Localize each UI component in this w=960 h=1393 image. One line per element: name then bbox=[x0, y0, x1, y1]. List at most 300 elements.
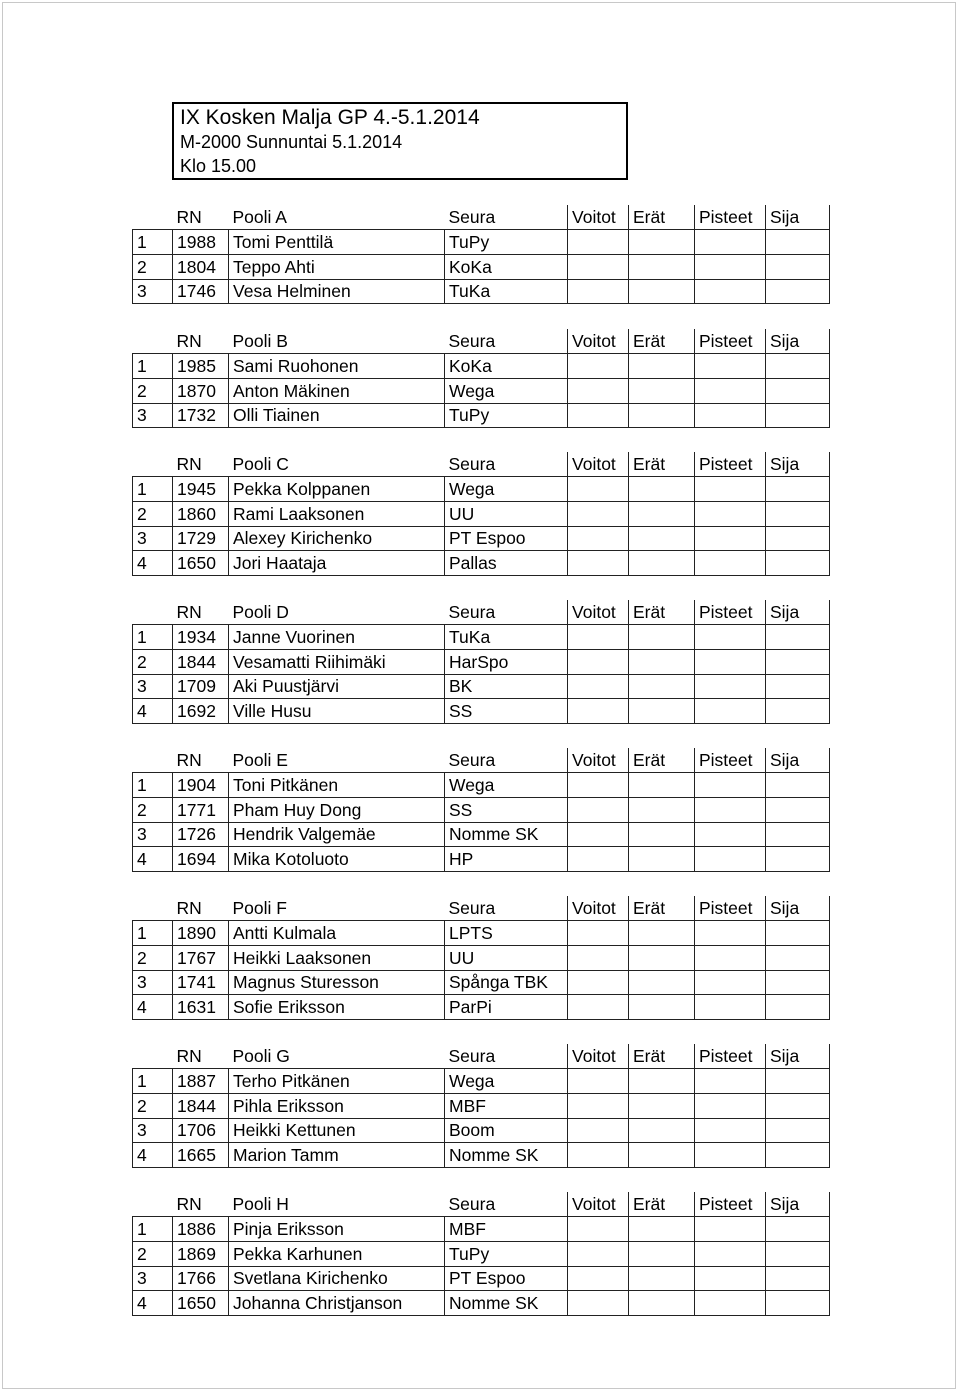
header-voitot: Voitot bbox=[568, 600, 629, 625]
pool-name: Pooli G bbox=[229, 1044, 445, 1069]
rank-cell[interactable] bbox=[766, 995, 830, 1020]
header-sija: Sija bbox=[766, 748, 830, 773]
rank-cell[interactable] bbox=[766, 625, 830, 650]
points-cell[interactable] bbox=[695, 354, 766, 379]
points-cell[interactable] bbox=[695, 279, 766, 304]
wins-cell[interactable] bbox=[568, 501, 629, 526]
points-cell[interactable] bbox=[695, 254, 766, 279]
points-cell[interactable] bbox=[695, 797, 766, 822]
points-cell[interactable] bbox=[695, 1266, 766, 1291]
wins-cell[interactable] bbox=[568, 1069, 629, 1094]
header-voitot: Voitot bbox=[568, 896, 629, 921]
rank-cell[interactable] bbox=[766, 403, 830, 428]
player-club: SS bbox=[445, 797, 568, 822]
sets-cell[interactable] bbox=[629, 254, 695, 279]
wins-cell[interactable] bbox=[568, 254, 629, 279]
player-rating: 1886 bbox=[173, 1217, 229, 1242]
pool-header-row bbox=[133, 896, 830, 921]
rank-cell[interactable] bbox=[766, 773, 830, 798]
player-name: Pekka Kolppanen bbox=[229, 477, 445, 502]
rank-cell[interactable] bbox=[766, 1266, 830, 1291]
header-pisteet: Pisteet bbox=[695, 329, 766, 354]
player-row bbox=[133, 551, 830, 576]
points-cell[interactable] bbox=[695, 1241, 766, 1266]
header-erat: Erät bbox=[629, 205, 695, 230]
points-cell[interactable] bbox=[695, 1291, 766, 1316]
player-club: UU bbox=[445, 945, 568, 970]
sets-cell[interactable] bbox=[629, 699, 695, 724]
player-rating: 1692 bbox=[173, 699, 229, 724]
header-rn: RN bbox=[173, 896, 229, 921]
points-cell[interactable] bbox=[695, 403, 766, 428]
pool-header-row bbox=[133, 1192, 830, 1217]
player-position: 4 bbox=[133, 1143, 173, 1168]
header-pisteet: Pisteet bbox=[695, 205, 766, 230]
player-rating: 1746 bbox=[173, 279, 229, 304]
header-seura: Seura bbox=[445, 329, 568, 354]
header-sija: Sija bbox=[766, 1192, 830, 1217]
pool-table bbox=[132, 452, 830, 576]
player-position: 2 bbox=[133, 1241, 173, 1266]
sets-cell[interactable] bbox=[629, 354, 695, 379]
points-cell[interactable] bbox=[695, 649, 766, 674]
header-pisteet: Pisteet bbox=[695, 748, 766, 773]
player-position: 3 bbox=[133, 822, 173, 847]
player-position: 3 bbox=[133, 1266, 173, 1291]
player-row bbox=[133, 1093, 830, 1118]
points-cell[interactable] bbox=[695, 674, 766, 699]
player-row bbox=[133, 354, 830, 379]
rank-cell[interactable] bbox=[766, 254, 830, 279]
player-rating: 1887 bbox=[173, 1069, 229, 1094]
player-club: LPTS bbox=[445, 921, 568, 946]
pool-header-row bbox=[133, 600, 830, 625]
wins-cell[interactable] bbox=[568, 625, 629, 650]
player-position: 3 bbox=[133, 526, 173, 551]
sets-cell[interactable] bbox=[629, 1093, 695, 1118]
header-voitot: Voitot bbox=[568, 748, 629, 773]
points-cell[interactable] bbox=[695, 526, 766, 551]
rank-cell[interactable] bbox=[766, 230, 830, 255]
player-club: Boom bbox=[445, 1118, 568, 1143]
player-row bbox=[133, 501, 830, 526]
sets-cell[interactable] bbox=[629, 797, 695, 822]
rank-cell[interactable] bbox=[766, 945, 830, 970]
sets-cell[interactable] bbox=[629, 921, 695, 946]
player-rating: 1804 bbox=[173, 254, 229, 279]
points-cell[interactable] bbox=[695, 822, 766, 847]
sets-cell[interactable] bbox=[629, 477, 695, 502]
wins-cell[interactable] bbox=[568, 822, 629, 847]
header-voitot: Voitot bbox=[568, 329, 629, 354]
rank-cell[interactable] bbox=[766, 649, 830, 674]
player-position: 3 bbox=[133, 403, 173, 428]
wins-cell[interactable] bbox=[568, 1291, 629, 1316]
player-rating: 1631 bbox=[173, 995, 229, 1020]
player-position: 1 bbox=[133, 477, 173, 502]
player-row bbox=[133, 921, 830, 946]
player-club: MBF bbox=[445, 1217, 568, 1242]
points-cell[interactable] bbox=[695, 378, 766, 403]
rank-cell[interactable] bbox=[766, 699, 830, 724]
player-row bbox=[133, 995, 830, 1020]
rank-cell[interactable] bbox=[766, 1118, 830, 1143]
player-club: UU bbox=[445, 501, 568, 526]
points-cell[interactable] bbox=[695, 501, 766, 526]
points-cell[interactable] bbox=[695, 230, 766, 255]
wins-cell[interactable] bbox=[568, 1093, 629, 1118]
player-row bbox=[133, 970, 830, 995]
start-time: Klo 15.00 bbox=[180, 156, 257, 176]
player-club: Spånga TBK bbox=[445, 970, 568, 995]
player-club: PT Espoo bbox=[445, 1266, 568, 1291]
player-position: 4 bbox=[133, 847, 173, 872]
sets-cell[interactable] bbox=[629, 970, 695, 995]
wins-cell[interactable] bbox=[568, 995, 629, 1020]
player-club: PT Espoo bbox=[445, 526, 568, 551]
player-name: Sami Ruohonen bbox=[229, 354, 445, 379]
rank-cell[interactable] bbox=[766, 1093, 830, 1118]
points-cell[interactable] bbox=[695, 970, 766, 995]
player-position: 1 bbox=[133, 354, 173, 379]
sets-cell[interactable] bbox=[629, 649, 695, 674]
player-row bbox=[133, 1143, 830, 1168]
player-name: Terho Pitkänen bbox=[229, 1069, 445, 1094]
player-club: TuKa bbox=[445, 625, 568, 650]
sets-cell[interactable] bbox=[629, 526, 695, 551]
player-position: 1 bbox=[133, 921, 173, 946]
player-position: 2 bbox=[133, 945, 173, 970]
player-row bbox=[133, 945, 830, 970]
header-pisteet: Pisteet bbox=[695, 452, 766, 477]
player-name: Rami Laaksonen bbox=[229, 501, 445, 526]
points-cell[interactable] bbox=[695, 773, 766, 798]
pool-name: Pooli C bbox=[229, 452, 445, 477]
pool-name: Pooli F bbox=[229, 896, 445, 921]
header-sija: Sija bbox=[766, 452, 830, 477]
rank-cell[interactable] bbox=[766, 526, 830, 551]
player-rating: 1665 bbox=[173, 1143, 229, 1168]
pool-header-row bbox=[133, 329, 830, 354]
player-row bbox=[133, 403, 830, 428]
player-name: Tomi Penttilä bbox=[229, 230, 445, 255]
sets-cell[interactable] bbox=[629, 822, 695, 847]
player-club: Pallas bbox=[445, 551, 568, 576]
header-rn: RN bbox=[173, 1044, 229, 1069]
player-name: Teppo Ahti bbox=[229, 254, 445, 279]
points-cell[interactable] bbox=[695, 1143, 766, 1168]
player-rating: 1870 bbox=[173, 378, 229, 403]
player-rating: 1844 bbox=[173, 649, 229, 674]
pool-header-row bbox=[133, 205, 830, 230]
header-rn: RN bbox=[173, 1192, 229, 1217]
title-box bbox=[172, 102, 628, 180]
points-cell[interactable] bbox=[695, 1093, 766, 1118]
player-row bbox=[133, 1241, 830, 1266]
header-sija: Sija bbox=[766, 896, 830, 921]
player-name: Antti Kulmala bbox=[229, 921, 445, 946]
header-blank bbox=[133, 896, 173, 921]
wins-cell[interactable] bbox=[568, 773, 629, 798]
header-voitot: Voitot bbox=[568, 205, 629, 230]
sets-cell[interactable] bbox=[629, 1266, 695, 1291]
player-position: 1 bbox=[133, 625, 173, 650]
player-rating: 1709 bbox=[173, 674, 229, 699]
rank-cell[interactable] bbox=[766, 822, 830, 847]
pool-table bbox=[132, 896, 830, 1020]
points-cell[interactable] bbox=[695, 551, 766, 576]
sets-cell[interactable] bbox=[629, 625, 695, 650]
player-rating: 1904 bbox=[173, 773, 229, 798]
wins-cell[interactable] bbox=[568, 970, 629, 995]
wins-cell[interactable] bbox=[568, 378, 629, 403]
player-position: 4 bbox=[133, 551, 173, 576]
header-blank bbox=[133, 600, 173, 625]
rank-cell[interactable] bbox=[766, 1241, 830, 1266]
sets-cell[interactable] bbox=[629, 1241, 695, 1266]
player-name: Heikki Kettunen bbox=[229, 1118, 445, 1143]
rank-cell[interactable] bbox=[766, 847, 830, 872]
player-row bbox=[133, 378, 830, 403]
points-cell[interactable] bbox=[695, 995, 766, 1020]
header-erat: Erät bbox=[629, 748, 695, 773]
player-rating: 1869 bbox=[173, 1241, 229, 1266]
player-club: KoKa bbox=[445, 254, 568, 279]
pool-name: Pooli E bbox=[229, 748, 445, 773]
sets-cell[interactable] bbox=[629, 403, 695, 428]
player-rating: 1945 bbox=[173, 477, 229, 502]
rank-cell[interactable] bbox=[766, 1291, 830, 1316]
player-rating: 1650 bbox=[173, 1291, 229, 1316]
player-position: 2 bbox=[133, 378, 173, 403]
pool-header-row bbox=[133, 452, 830, 477]
header-seura: Seura bbox=[445, 748, 568, 773]
player-club: TuPy bbox=[445, 1241, 568, 1266]
wins-cell[interactable] bbox=[568, 1143, 629, 1168]
sets-cell[interactable] bbox=[629, 551, 695, 576]
player-rating: 1934 bbox=[173, 625, 229, 650]
rank-cell[interactable] bbox=[766, 378, 830, 403]
header-sija: Sija bbox=[766, 1044, 830, 1069]
sets-cell[interactable] bbox=[629, 674, 695, 699]
player-club: TuKa bbox=[445, 279, 568, 304]
rank-cell[interactable] bbox=[766, 1217, 830, 1242]
pool-header-row bbox=[133, 748, 830, 773]
points-cell[interactable] bbox=[695, 477, 766, 502]
player-row bbox=[133, 1291, 830, 1316]
sets-cell[interactable] bbox=[629, 1143, 695, 1168]
points-cell[interactable] bbox=[695, 699, 766, 724]
wins-cell[interactable] bbox=[568, 279, 629, 304]
sets-cell[interactable] bbox=[629, 1069, 695, 1094]
rank-cell[interactable] bbox=[766, 354, 830, 379]
rank-cell[interactable] bbox=[766, 477, 830, 502]
player-row bbox=[133, 254, 830, 279]
header-blank bbox=[133, 1044, 173, 1069]
player-name: Anton Mäkinen bbox=[229, 378, 445, 403]
points-cell[interactable] bbox=[695, 847, 766, 872]
header-seura: Seura bbox=[445, 896, 568, 921]
header-seura: Seura bbox=[445, 205, 568, 230]
player-row bbox=[133, 1118, 830, 1143]
wins-cell[interactable] bbox=[568, 354, 629, 379]
player-position: 4 bbox=[133, 699, 173, 724]
wins-cell[interactable] bbox=[568, 1241, 629, 1266]
player-name: Pihla Eriksson bbox=[229, 1093, 445, 1118]
sets-cell[interactable] bbox=[629, 1291, 695, 1316]
player-name: Johanna Christjanson bbox=[229, 1291, 445, 1316]
player-name: Olli Tiainen bbox=[229, 403, 445, 428]
header-sija: Sija bbox=[766, 329, 830, 354]
rank-cell[interactable] bbox=[766, 674, 830, 699]
header-voitot: Voitot bbox=[568, 1192, 629, 1217]
header-pisteet: Pisteet bbox=[695, 1044, 766, 1069]
player-name: Jori Haataja bbox=[229, 551, 445, 576]
sets-cell[interactable] bbox=[629, 773, 695, 798]
player-position: 1 bbox=[133, 1217, 173, 1242]
points-cell[interactable] bbox=[695, 921, 766, 946]
player-row bbox=[133, 1266, 830, 1291]
wins-cell[interactable] bbox=[568, 847, 629, 872]
player-rating: 1844 bbox=[173, 1093, 229, 1118]
rank-cell[interactable] bbox=[766, 970, 830, 995]
player-club: KoKa bbox=[445, 354, 568, 379]
player-rating: 1988 bbox=[173, 230, 229, 255]
wins-cell[interactable] bbox=[568, 477, 629, 502]
player-position: 3 bbox=[133, 674, 173, 699]
rank-cell[interactable] bbox=[766, 551, 830, 576]
player-club: Nomme SK bbox=[445, 1143, 568, 1168]
wins-cell[interactable] bbox=[568, 1217, 629, 1242]
header-seura: Seura bbox=[445, 452, 568, 477]
player-name: Hendrik Valgemäe bbox=[229, 822, 445, 847]
player-name: Svetlana Kirichenko bbox=[229, 1266, 445, 1291]
wins-cell[interactable] bbox=[568, 526, 629, 551]
wins-cell[interactable] bbox=[568, 945, 629, 970]
player-row bbox=[133, 822, 830, 847]
pool-name: Pooli H bbox=[229, 1192, 445, 1217]
sets-cell[interactable] bbox=[629, 847, 695, 872]
player-row bbox=[133, 773, 830, 798]
sets-cell[interactable] bbox=[629, 945, 695, 970]
player-position: 2 bbox=[133, 649, 173, 674]
player-row bbox=[133, 699, 830, 724]
pool-table bbox=[132, 748, 830, 872]
points-cell[interactable] bbox=[695, 625, 766, 650]
header-rn: RN bbox=[173, 329, 229, 354]
wins-cell[interactable] bbox=[568, 551, 629, 576]
player-club: Wega bbox=[445, 773, 568, 798]
player-club: Nomme SK bbox=[445, 822, 568, 847]
header-voitot: Voitot bbox=[568, 1044, 629, 1069]
header-rn: RN bbox=[173, 748, 229, 773]
rank-cell[interactable] bbox=[766, 279, 830, 304]
tournament-title: IX Kosken Malja GP 4.-5.1.2014 bbox=[180, 106, 480, 129]
points-cell[interactable] bbox=[695, 945, 766, 970]
wins-cell[interactable] bbox=[568, 1118, 629, 1143]
sets-cell[interactable] bbox=[629, 1217, 695, 1242]
player-name: Aki Puustjärvi bbox=[229, 674, 445, 699]
player-rating: 1766 bbox=[173, 1266, 229, 1291]
player-rating: 1771 bbox=[173, 797, 229, 822]
player-position: 2 bbox=[133, 797, 173, 822]
header-voitot: Voitot bbox=[568, 452, 629, 477]
player-name: Magnus Sturesson bbox=[229, 970, 445, 995]
header-rn: RN bbox=[173, 205, 229, 230]
rank-cell[interactable] bbox=[766, 501, 830, 526]
player-name: Sofie Eriksson bbox=[229, 995, 445, 1020]
player-club: Wega bbox=[445, 477, 568, 502]
player-name: Pham Huy Dong bbox=[229, 797, 445, 822]
player-position: 1 bbox=[133, 1069, 173, 1094]
player-rating: 1706 bbox=[173, 1118, 229, 1143]
header-pisteet: Pisteet bbox=[695, 896, 766, 921]
sets-cell[interactable] bbox=[629, 501, 695, 526]
player-name: Marion Tamm bbox=[229, 1143, 445, 1168]
points-cell[interactable] bbox=[695, 1069, 766, 1094]
wins-cell[interactable] bbox=[568, 1266, 629, 1291]
pool-header-row bbox=[133, 1044, 830, 1069]
header-erat: Erät bbox=[629, 1192, 695, 1217]
wins-cell[interactable] bbox=[568, 797, 629, 822]
player-club: TuPy bbox=[445, 403, 568, 428]
player-name: Pekka Karhunen bbox=[229, 1241, 445, 1266]
header-erat: Erät bbox=[629, 600, 695, 625]
sets-cell[interactable] bbox=[629, 1118, 695, 1143]
wins-cell[interactable] bbox=[568, 403, 629, 428]
header-seura: Seura bbox=[445, 1044, 568, 1069]
player-name: Alexey Kirichenko bbox=[229, 526, 445, 551]
player-club: MBF bbox=[445, 1093, 568, 1118]
sets-cell[interactable] bbox=[629, 230, 695, 255]
player-rating: 1860 bbox=[173, 501, 229, 526]
pool-table bbox=[132, 329, 830, 428]
header-sija: Sija bbox=[766, 600, 830, 625]
rank-cell[interactable] bbox=[766, 1143, 830, 1168]
player-row bbox=[133, 649, 830, 674]
wins-cell[interactable] bbox=[568, 649, 629, 674]
sets-cell[interactable] bbox=[629, 279, 695, 304]
sets-cell[interactable] bbox=[629, 995, 695, 1020]
header-erat: Erät bbox=[629, 452, 695, 477]
header-pisteet: Pisteet bbox=[695, 600, 766, 625]
rank-cell[interactable] bbox=[766, 1069, 830, 1094]
player-name: Mika Kotoluoto bbox=[229, 847, 445, 872]
header-sija: Sija bbox=[766, 205, 830, 230]
rank-cell[interactable] bbox=[766, 921, 830, 946]
header-pisteet: Pisteet bbox=[695, 1192, 766, 1217]
header-erat: Erät bbox=[629, 896, 695, 921]
rank-cell[interactable] bbox=[766, 797, 830, 822]
sets-cell[interactable] bbox=[629, 378, 695, 403]
header-rn: RN bbox=[173, 600, 229, 625]
player-name: Janne Vuorinen bbox=[229, 625, 445, 650]
player-club: Wega bbox=[445, 378, 568, 403]
player-position: 2 bbox=[133, 501, 173, 526]
player-position: 1 bbox=[133, 230, 173, 255]
header-erat: Erät bbox=[629, 329, 695, 354]
header-erat: Erät bbox=[629, 1044, 695, 1069]
points-cell[interactable] bbox=[695, 1118, 766, 1143]
wins-cell[interactable] bbox=[568, 921, 629, 946]
wins-cell[interactable] bbox=[568, 230, 629, 255]
points-cell[interactable] bbox=[695, 1217, 766, 1242]
wins-cell[interactable] bbox=[568, 699, 629, 724]
wins-cell[interactable] bbox=[568, 674, 629, 699]
player-position: 1 bbox=[133, 773, 173, 798]
header-blank bbox=[133, 205, 173, 230]
player-name: Ville Husu bbox=[229, 699, 445, 724]
